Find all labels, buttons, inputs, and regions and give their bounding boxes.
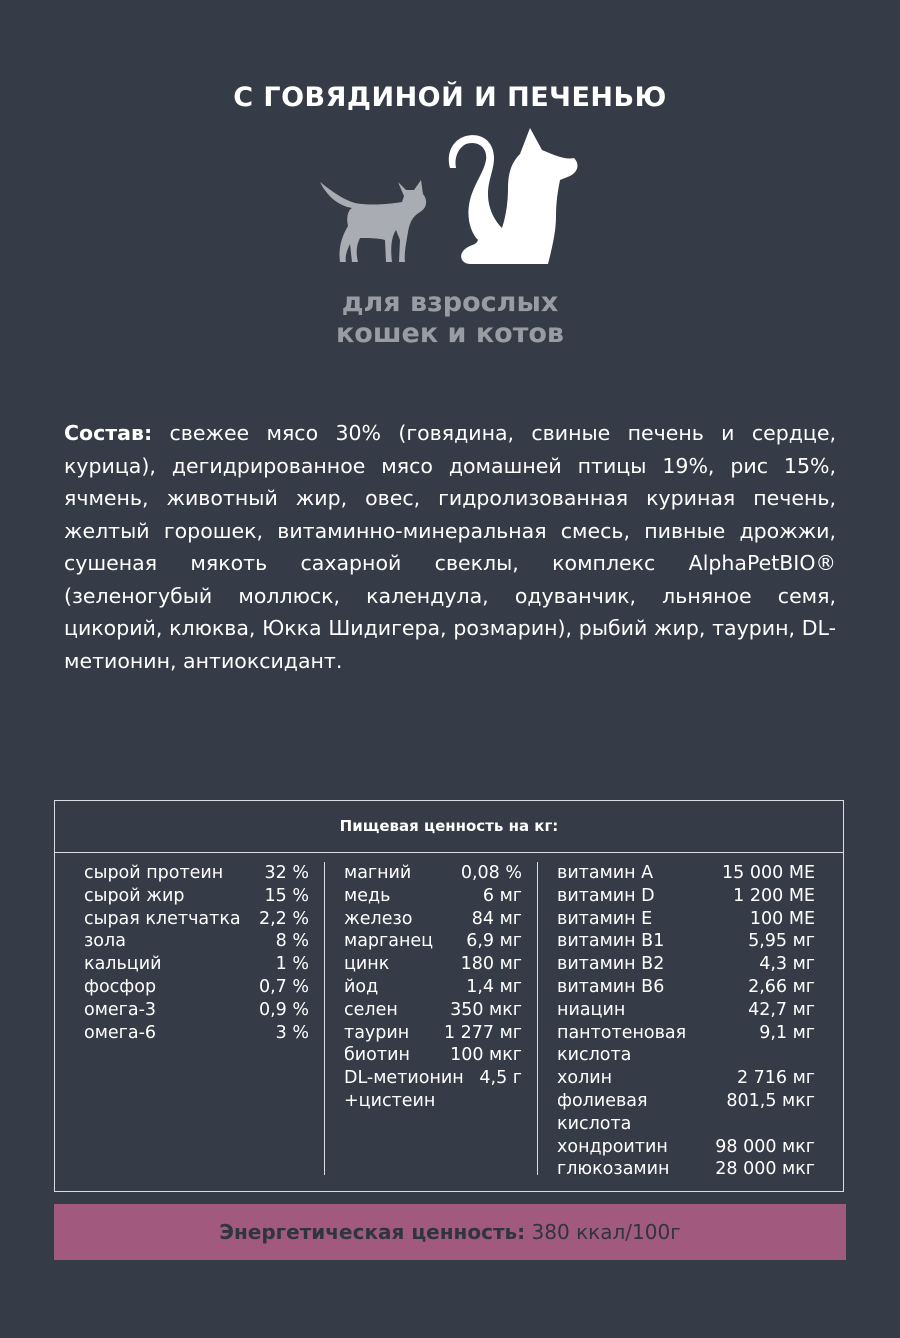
nutrient-value: 2 716 мг (736, 1068, 815, 1089)
nutrient-value: 1 277 мг (443, 1022, 522, 1043)
cats-illustration (0, 120, 900, 280)
subtitle-line-2: кошек и котов (335, 318, 565, 349)
adult-cat-silhouette-icon (449, 128, 578, 264)
nutrient-name: железо (344, 908, 413, 929)
nutrient-row (557, 976, 815, 999)
nutrient-value: 4,5 г (479, 1068, 522, 1089)
nutrient-row (344, 1067, 522, 1113)
nutrient-row (557, 953, 815, 976)
nutrient-value: 0,7 % (258, 976, 309, 997)
nutrient-row (557, 908, 815, 931)
nutrient-row (557, 999, 815, 1022)
nutrient-row (344, 999, 522, 1022)
nutrient-row (344, 1022, 522, 1045)
nutrient-value: 100 МЕ (749, 908, 815, 929)
nutrient-name: кальций (84, 954, 162, 975)
nutrient-name: витамин D (557, 885, 655, 906)
nutrient-name: биотин (344, 1045, 410, 1066)
nutrient-name: марганец (344, 931, 434, 952)
nutrient-value: 180 мг (460, 954, 522, 975)
nutrient-name: фосфор (84, 976, 157, 997)
nutrient-value: 32 % (264, 863, 309, 883)
product-title: С ГОВЯДИНОЙ И ПЕЧЕНЬЮ (233, 82, 667, 113)
nutrition-column-macros (84, 862, 309, 1044)
nutrient-value: 0,9 % (258, 999, 309, 1020)
nutrient-name: омега-3 (84, 999, 157, 1020)
nutrient-value: 6,9 мг (466, 931, 522, 952)
nutrient-row (344, 1044, 522, 1067)
nutrient-name: пантотеновая кислота (557, 1022, 687, 1066)
nutrient-row (557, 1158, 815, 1181)
nutrient-name: витамин В6 (557, 976, 665, 997)
nutrient-name: селен (344, 999, 398, 1020)
nutrient-value: 9,1 мг (759, 1022, 815, 1043)
nutrient-name: витамин В2 (557, 954, 665, 975)
nutrient-value: 1 200 МЕ (733, 885, 815, 906)
nutrient-row (84, 930, 309, 953)
nutrient-row (557, 862, 815, 885)
nutrient-row (344, 976, 522, 999)
nutrient-row (84, 1022, 309, 1045)
nutrient-row (84, 862, 309, 885)
nutrient-row (84, 953, 309, 976)
kitten-silhouette-icon (320, 180, 426, 262)
nutrient-value: 0,08 % (460, 863, 522, 883)
composition-label: Состав: (64, 421, 153, 445)
nutrient-name: зола (84, 931, 126, 952)
nutrient-name: витамин Е (557, 908, 653, 929)
nutrient-value: 100 мкг (450, 1045, 522, 1066)
nutrient-name: сырой жир (84, 885, 185, 906)
nutrient-value: 350 мкг (450, 999, 522, 1020)
nutrient-value: 2,2 % (258, 908, 309, 929)
energy-value-bar (54, 1204, 846, 1260)
nutrient-value: 15 % (264, 885, 309, 906)
nutrient-value: 8 % (275, 931, 309, 952)
nutrient-name: витамин В1 (557, 931, 665, 952)
nutrient-row (557, 1090, 815, 1136)
nutrient-row (344, 862, 522, 885)
nutrition-heading: Пищевая ценность на кг: (55, 801, 843, 853)
nutrient-name: таурин (344, 1022, 410, 1043)
nutrient-value: 801,5 мкг (726, 1090, 815, 1111)
nutrient-row (84, 908, 309, 931)
target-audience (0, 287, 900, 349)
column-divider (324, 862, 325, 1175)
nutrient-value: 98 000 мкг (715, 1136, 815, 1157)
nutrient-value: 1 % (275, 954, 309, 975)
nutrient-name: DL-метионин +цистеин (344, 1068, 464, 1111)
nutrient-row (344, 953, 522, 976)
nutrient-value: 5,95 мг (748, 931, 815, 952)
nutrient-name: сырой протеин (84, 863, 224, 883)
nutrient-name: витамин А (557, 863, 654, 883)
nutrient-value: 4,3 мг (759, 954, 815, 975)
nutrient-row (557, 1022, 815, 1068)
nutrient-row (557, 930, 815, 953)
nutrition-column-minerals (344, 862, 522, 1113)
nutrient-value: 15 000 МЕ (722, 863, 815, 883)
nutrient-name: цинк (344, 954, 390, 975)
nutrient-row (84, 999, 309, 1022)
composition-paragraph (64, 417, 836, 677)
energy-label: Энергетическая ценность: (219, 1220, 526, 1244)
nutrient-value: 84 мг (471, 908, 522, 929)
nutrient-value: 42,7 мг (748, 999, 815, 1020)
nutrient-value: 2,66 мг (748, 976, 815, 997)
nutrient-name: холин (557, 1068, 613, 1089)
nutrient-value: 1,4 мг (466, 976, 522, 997)
nutrient-row (344, 930, 522, 953)
nutrient-value: 3 % (275, 1022, 309, 1043)
nutrient-name: хондроитин (557, 1136, 668, 1157)
nutrient-name: йод (344, 976, 379, 997)
nutrient-name: сырая клетчатка (84, 908, 241, 929)
nutrient-name: ниацин (557, 999, 626, 1020)
nutrition-column-vitamins (557, 862, 815, 1181)
nutrient-value: 28 000 мкг (715, 1159, 815, 1180)
nutrient-row (84, 885, 309, 908)
nutrient-row (557, 885, 815, 908)
nutrient-name: медь (344, 885, 391, 906)
nutrient-name: глюкозамин (557, 1159, 670, 1180)
nutrient-row (84, 976, 309, 999)
subtitle-line-1: для взрослых (341, 287, 559, 318)
nutrient-name: магний (344, 863, 412, 883)
column-divider (537, 862, 538, 1175)
energy-value: 380 ккал/100г (531, 1220, 681, 1244)
composition-text: свежее мясо 30% (говядина, свиные печень и сердце, курица), дегидрированное мясо домашней птицы 19%, рис 15%, ячмень, животный жир, овес, гидролизованная куриная печень, желтый горошек, витаминно-минеральная смесь, пивные дрожжи, сушеная мякоть сахарной свеклы, комплекс AlphaPetBIO® (зеленогубый моллюск, календула, одуванчик, льняное семя, цикорий, клюква, Юкка Шидигера, розмарин), рыбий жир, таурин, DL-метионин, антиоксидант. (64, 421, 836, 673)
nutrient-name: фолиевая кислота (557, 1090, 648, 1134)
nutrient-row (557, 1136, 815, 1159)
nutrient-row (344, 885, 522, 908)
nutrient-value: 6 мг (482, 885, 522, 906)
nutrient-row (557, 1067, 815, 1090)
nutrient-name: омега-6 (84, 1022, 157, 1043)
nutrient-row (344, 908, 522, 931)
